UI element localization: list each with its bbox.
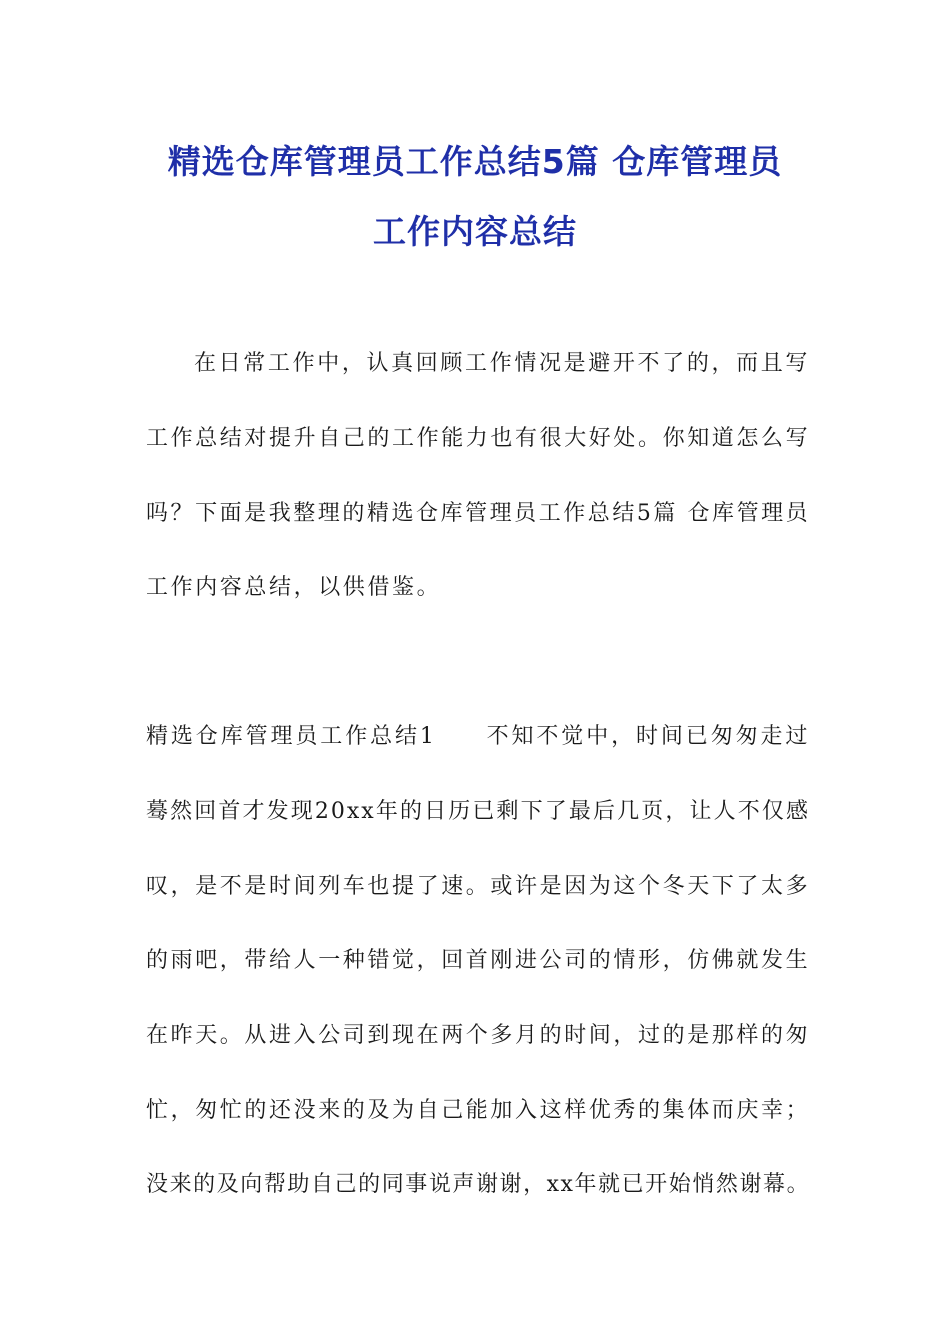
section-1-line-6: 忙，匆忙的还没来的及为自己能加入这样优秀的集体而庆幸； [146,1098,810,1123]
section-1-line-7: 没来的及向帮助自己的同事说声谢谢，xx年就已开始悄然谢幕。 [146,1172,810,1197]
section-1-line-4: 的雨吧，带给人一种错觉，回首刚进公司的情形，仿佛就发生 [146,948,810,973]
intro-paragraph-line-2: 工作总结对提升自己的工作能力也有很大好处。你知道怎么写 [146,426,810,451]
section-1-line-1: 精选仓库管理员工作总结1 不知不觉中，时间已匆匆走过 [146,724,810,749]
intro-paragraph-line-4: 工作内容总结，以供借鉴。 [146,575,442,600]
intro-paragraph-line-1: 在日常工作中，认真回顾工作情况是避开不了的，而且写 [194,351,810,376]
document-title-line-1: 精选仓库管理员工作总结5篇 仓库管理员 [167,142,783,181]
intro-paragraph-line-3: 吗？下面是我整理的精选仓库管理员工作总结5篇 仓库管理员 [146,501,810,526]
section-1-line-5: 在昨天。从进入公司到现在两个多月的时间，过的是那样的匆 [146,1023,810,1048]
document-title-line-2: 工作内容总结 [373,212,577,251]
section-1-line-3: 叹，是不是时间列车也提了速。或许是因为这个冬天下了太多 [146,874,810,899]
section-1-line-2: 蓦然回首才发现20xx年的日历已剩下了最后几页，让人不仅感 [146,799,810,824]
